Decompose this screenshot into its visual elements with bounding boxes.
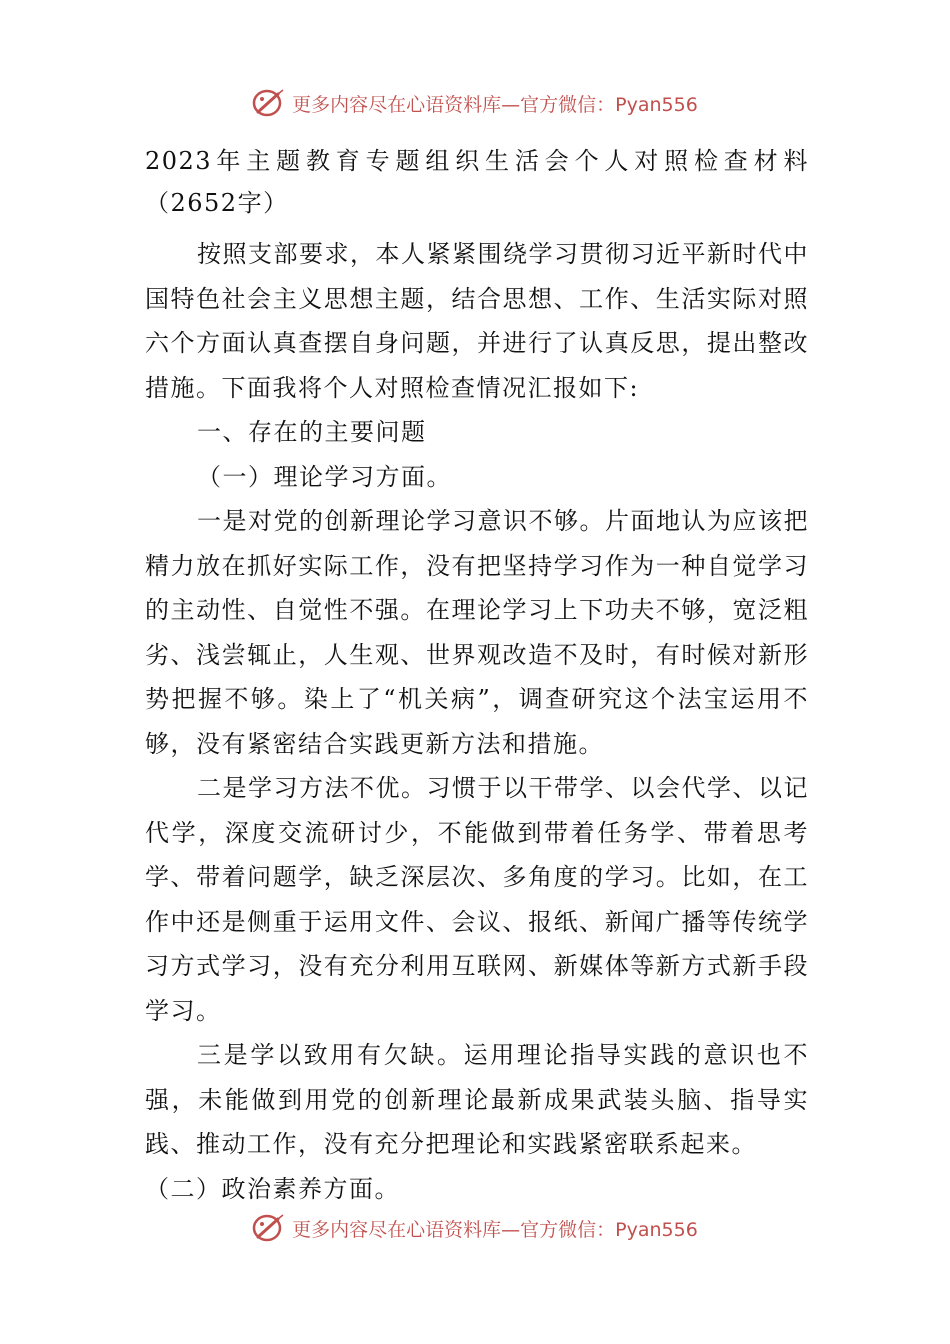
section-heading-problems: 一、存在的主要问题 <box>197 418 427 446</box>
subsection-heading-politics: （二）政治素养方面。 <box>145 1174 400 1203</box>
watermark-text: 更多内容尽在心语资料库—官方微信：Pyan556 <box>292 93 698 116</box>
watermark-header <box>0 88 950 118</box>
watermark-footer <box>0 1213 950 1243</box>
paragraph-point-one: 一是对党的创新理论学习意识不够。片面地认为应该把精力放在抓好实际工作，没有把坚持学习作为一种自觉学习的主动性、自觉性不强。在理论学习上下功夫不够，宽泛粗劣、浅尝辄止，人生观、世界观改造不及时，有时候对新形势把握不够。染上了“机关病”，调查研究这个法宝运用不够，没有紧密结合实践更新方法和措施。 <box>145 507 809 758</box>
document-title: 2023年主题教育专题组织生活会个人对照检查材料（2652字） <box>145 147 809 217</box>
pen-icon <box>252 88 286 118</box>
paragraph-intro: 按照支部要求，本人紧紧围绕学习贯彻习近平新时代中国特色社会主义思想主题，结合思想、工作、生活实际对照六个方面认真查摆自身问题，并进行了认真反思，提出整改措施。下面我将个人对照检查情况汇报如下: <box>145 240 809 402</box>
subsection-heading-theory: （一）理论学习方面。 <box>197 462 452 491</box>
pen-icon <box>252 1213 286 1243</box>
watermark-text: 更多内容尽在心语资料库—官方微信：Pyan556 <box>292 1218 698 1241</box>
paragraph-point-two: 二是学习方法不优。习惯于以干带学、以会代学、以记代学，深度交流研讨少，不能做到带着任务学、带着思考学、带着问题学，缺乏深层次、多角度的学习。比如，在工作中还是侧重于运用文件、会议、报纸、新闻广播等传统学习方式学习，没有充分利用互联网、新媒体等新方式新手段学习。 <box>145 774 809 1025</box>
paragraph-point-three: 三是学以致用有欠缺。运用理论指导实践的意识也不强，未能做到用党的创新理论最新成果武装头脑、指导实践、推动工作，没有充分把理论和实践紧密联系起来。 <box>145 1041 809 1158</box>
document-body <box>145 140 809 1211</box>
